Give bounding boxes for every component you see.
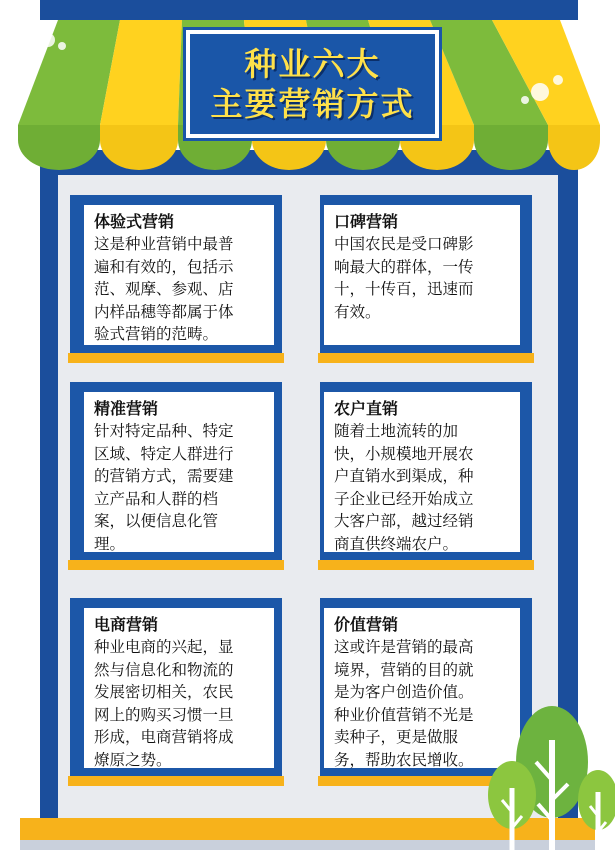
card-line: 子企业已经开始成立 <box>334 489 474 508</box>
card-line: 内样品穗等都属于体 <box>94 302 234 321</box>
card-line: 范、观摩、参观、店 <box>94 280 234 298</box>
card-line: 网上的购买习惯一旦 <box>94 705 234 724</box>
card-line: 的营销方式，需要建 <box>94 467 234 485</box>
title-line-1: 种业六大 <box>244 45 381 83</box>
card-line: 响最大的群体，一传 <box>334 257 474 276</box>
card-line: 形成，电商营销将成 <box>94 728 234 746</box>
title-line-2: 主要营销方式 <box>210 85 415 123</box>
card-line: 案，以便信息化管 <box>94 512 219 530</box>
card-line: 务，帮助农民增收。 <box>334 750 474 769</box>
card-line: 十，十传百，迅速而 <box>334 280 474 298</box>
card-line: 立产品和人群的档 <box>94 489 219 508</box>
card-ledge-5 <box>68 776 284 786</box>
card-line: 有效。 <box>334 302 381 321</box>
card-word-of-mouth-marketing <box>324 205 520 345</box>
card-ledge-4 <box>318 560 534 570</box>
card-title: 价值营销 <box>334 615 399 634</box>
card-line: 户直销水到渠成，种 <box>334 467 474 485</box>
card-line: 随着土地流转的加 <box>334 422 459 440</box>
trees-illustration <box>470 700 615 868</box>
card-title: 电商营销 <box>94 615 159 634</box>
card-ledge-3 <box>68 560 284 570</box>
card-line: 种业电商的兴起，显 <box>94 638 234 656</box>
card-title: 农户直销 <box>334 399 399 418</box>
card-direct-farmer-sales <box>324 392 520 552</box>
card-line: 这是种业营销中最普 <box>94 235 234 253</box>
card-line: 境界，营销的目的就 <box>334 660 474 679</box>
card-line: 种业价值营销不光是 <box>334 705 474 724</box>
card-title: 口碑营销 <box>334 212 399 231</box>
card-line: 商直供终端农户。 <box>334 534 459 553</box>
card-line: 验式营销的范畴。 <box>94 325 219 343</box>
card-line: 燎原之势。 <box>94 750 172 769</box>
card-line: 这或许是营销的最高 <box>334 638 474 656</box>
card-line: 快，小规模地开展农 <box>334 444 474 463</box>
card-line: 中国农民是受口碑影 <box>334 235 474 253</box>
card-line: 发展密切相关，农民 <box>94 683 234 701</box>
card-ecommerce-marketing <box>84 608 274 768</box>
card-line: 区域、特定人群进行 <box>94 444 234 463</box>
card-line: 大客户部，越过经销 <box>334 512 474 530</box>
card-line: 然与信息化和物流的 <box>94 660 234 679</box>
card-ledge-2 <box>318 353 534 363</box>
card-line: 卖种子，更是做服 <box>334 728 459 746</box>
card-line: 针对特定品种、特定 <box>94 422 234 440</box>
card-experiential-marketing <box>84 205 274 345</box>
title-sign <box>186 30 439 138</box>
card-precision-marketing <box>84 392 274 552</box>
card-line: 理。 <box>94 534 126 553</box>
card-line: 是为客户创造价值。 <box>334 683 474 701</box>
card-line: 遍和有效的，包括示 <box>94 257 234 276</box>
card-title: 精准营销 <box>94 399 159 418</box>
card-title: 体验式营销 <box>94 212 175 231</box>
card-ledge-1 <box>68 353 284 363</box>
